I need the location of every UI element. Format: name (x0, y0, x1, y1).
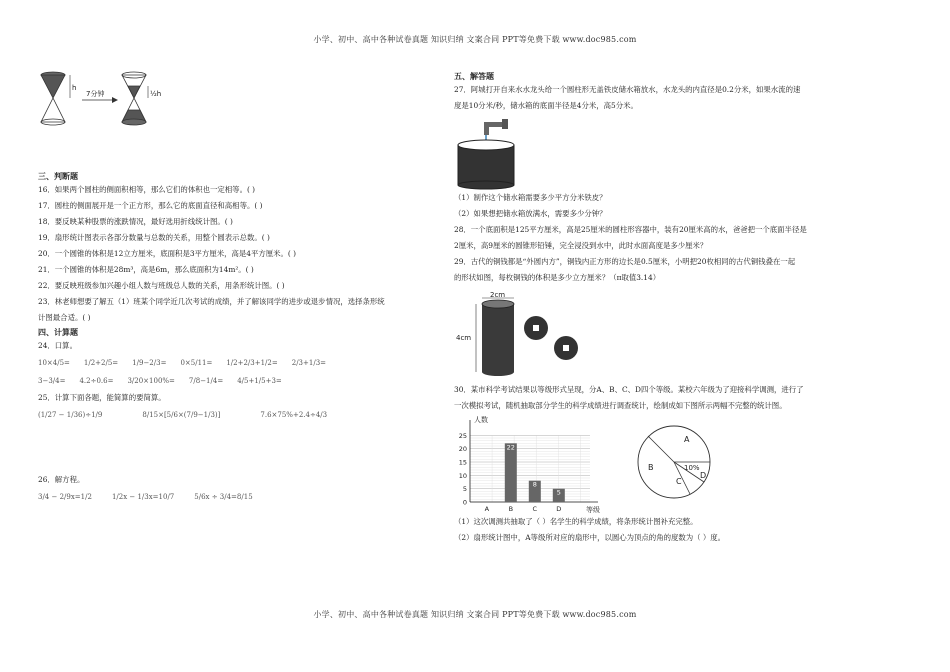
water-tank-figure (454, 118, 544, 190)
oral-row-1 (38, 354, 438, 372)
pie-label-10pct: 10% (684, 464, 700, 472)
oral-row-2 (38, 372, 438, 390)
y-tick-label: 0 (462, 498, 467, 507)
q20: 20．一个圆锥的体积是12立方厘米，底面积是3平方厘米，高是4平方厘米。( ) (38, 249, 297, 258)
calc-row (38, 406, 438, 424)
q30-sub2: （2）扇形统计图中，A等级所对应的扇形中，以圆心为顶点的角的度数为（ ）度。 (454, 533, 726, 542)
y-axis-label: 人数 (474, 416, 488, 424)
bar-chart (454, 414, 614, 514)
bar-value-label: 5 (556, 488, 561, 497)
oral-9: 3/20×100%= (127, 377, 175, 385)
q28-line2: 2厘米，高9厘米的圆锥形铅锤，完全浸没到水中，此时水面高度是多少厘米？ (454, 241, 708, 250)
pie-label-d: D (700, 471, 707, 480)
label-time: 7分钟 (86, 90, 105, 98)
eq-3: 5/6x ÷ 3/4=8/15 (194, 493, 253, 501)
oral-5: 1/2+2/3+1/2= (226, 359, 278, 367)
oral-8: 4.2÷0.6= (79, 377, 114, 385)
bar-B (505, 443, 517, 502)
q23-line2: 计图最合适。( ) (38, 313, 91, 322)
q27-sub2: （2）如果想把储水箱放满水，需要多少分钟？ (454, 209, 607, 218)
q22: 22．要反映班级参加兴趣小组人数与班级总人数的关系，用条形统计图。( ) (38, 281, 285, 290)
hourglass-diagram (38, 70, 178, 130)
label-h: h (72, 84, 77, 92)
pie-label-c: C (676, 477, 682, 486)
hourglass-left (41, 72, 65, 125)
bar-value-label: 22 (506, 443, 515, 452)
oral-3: 1/9−2/3= (132, 359, 167, 367)
left-column (38, 70, 438, 506)
y-tick-label: 20 (458, 445, 467, 454)
q28-line1: 28．一个底面积是125平方厘米，高是25厘米的圆柱形容器中，装有20厘米高的水，爸爸把一个底面半径是 (454, 225, 807, 234)
right-column (454, 70, 866, 546)
calc-1: (1/27 − 1/36)÷1/9 (38, 411, 103, 419)
q27-line1: 27．阿城打开自来水水龙头给一个圆柱形无盖铁皮储水箱放水，水龙头的内直径是0.2分米，如果水流的速 (454, 85, 801, 94)
q30-line2: 一次模拟考试，随机抽取部分学生的科学成绩进行调查统计，绘制成如下图所示两幅不完整的统计图。 (454, 401, 787, 410)
oral-10: 7/8−1/4= (188, 377, 224, 385)
q18: 18．要反映某种股票的涨跌情况，最好选用折线统计图。( ) (38, 217, 233, 226)
x-tick-label: C (532, 505, 538, 513)
coin-icon-1 (524, 316, 548, 340)
coin-stack-figure (454, 292, 594, 378)
q16: 16．如果两个圆柱的侧面积相等，那么它们的体积也一定相等。( ) (38, 185, 256, 194)
calc-2: 8/15×[5/6×(7/9−1/3)] (142, 411, 221, 419)
page-header: 小学、初中、高中各种试卷真题 知识归纳 文案合同 PPT等免费下载 www.doc985.com (313, 35, 637, 44)
q27-line2: 度是10分米/秒，储水箱的底面半径是4分米，高5分米。 (454, 101, 638, 110)
oral-4: 0×5/11= (180, 359, 213, 367)
q30-sub1: （1）这次调测共抽取了（ ）名学生的科学成绩，将条形统计图补充完整。 (454, 517, 698, 526)
eq-1: 3/4 − 2/9x=1/2 (38, 493, 92, 501)
coin-stack (482, 300, 514, 376)
bar-value-label: 8 (532, 480, 537, 489)
q29-line1: 29．古代的铜钱都是“外圆内方”，铜钱内正方形的边长是0.5厘米，小明把20枚相同的古代铜钱叠在一起 (454, 257, 796, 266)
x-axis-label: 等级 (586, 506, 600, 514)
eq-2: 1/2x − 1/3x=10/7 (111, 493, 175, 501)
calc-3: 7.6×75%+2.4÷4/3 (260, 411, 328, 419)
coin-width-label: 2cm (490, 292, 506, 299)
pie-label-b: B (648, 463, 654, 472)
hourglass-right (122, 72, 146, 125)
equation-row (38, 488, 438, 506)
oral-2: 1/2+2/5= (83, 359, 119, 367)
y-tick-label: 15 (458, 458, 467, 467)
q21: 21．一个圆锥的体积是28m³，高是6m，那么底面积为14m²。( ) (38, 265, 254, 274)
q27-sub1: （1）制作这个储水箱需要多少平方分米铁皮？ (454, 193, 607, 202)
page-footer: 小学、初中、高中各种试卷真题 知识归纳 文案合同 PPT等免费下载 www.doc985.com (313, 610, 637, 619)
section5-title: 五、解答题 (454, 71, 494, 81)
coin-height-label: 4cm (456, 334, 472, 342)
pie-label-a: A (684, 435, 690, 444)
q30-line1: 30．某市科学考试结果以等级形式呈现，分A、B、C、D四个等级。某校六年级为了迎接科学调测，进行了 (454, 385, 804, 394)
x-tick-label: B (508, 505, 514, 513)
y-tick-label: 25 (458, 431, 467, 440)
coin-icon-2 (554, 336, 578, 360)
water-tank (458, 140, 514, 189)
y-tick-label: 5 (462, 485, 467, 494)
oral-1: 10×4/5= (38, 359, 70, 367)
section4-title: 四、计算题 (38, 327, 78, 337)
oral-7: 3−3/4= (38, 377, 66, 385)
x-tick-label: A (484, 505, 490, 513)
oral-11: 4/5+1/5+3= (237, 377, 282, 385)
q26: 26．解方程。 (38, 475, 85, 484)
q25: 25．计算下面各题，能简算的要简算。 (38, 393, 166, 402)
oral-6: 2/3+1/3= (291, 359, 327, 367)
q29-line2: 的形状如图，每枚铜钱的体积是多少立方厘米？（π取值3.14） (454, 273, 661, 282)
section3-title: 三、判断题 (38, 171, 78, 181)
q24: 24．口算。 (38, 341, 77, 350)
pie-chart (630, 418, 720, 508)
label-half-h: ½h (150, 90, 162, 98)
q23-line1: 23．林老师想要了解五（1）班某个同学近几次考试的成绩，并了解该同学的进步或退步情况，选择条形统 (38, 297, 385, 306)
y-tick-label: 10 (458, 471, 467, 480)
q17: 17．圆柱的侧面展开是一个正方形，那么它的底面直径和高相等。( ) (38, 201, 263, 210)
x-tick-label: D (556, 505, 562, 513)
q19: 19．扇形统计图表示各部分数量与总数的关系，用整个圆表示总数。( ) (38, 233, 270, 242)
